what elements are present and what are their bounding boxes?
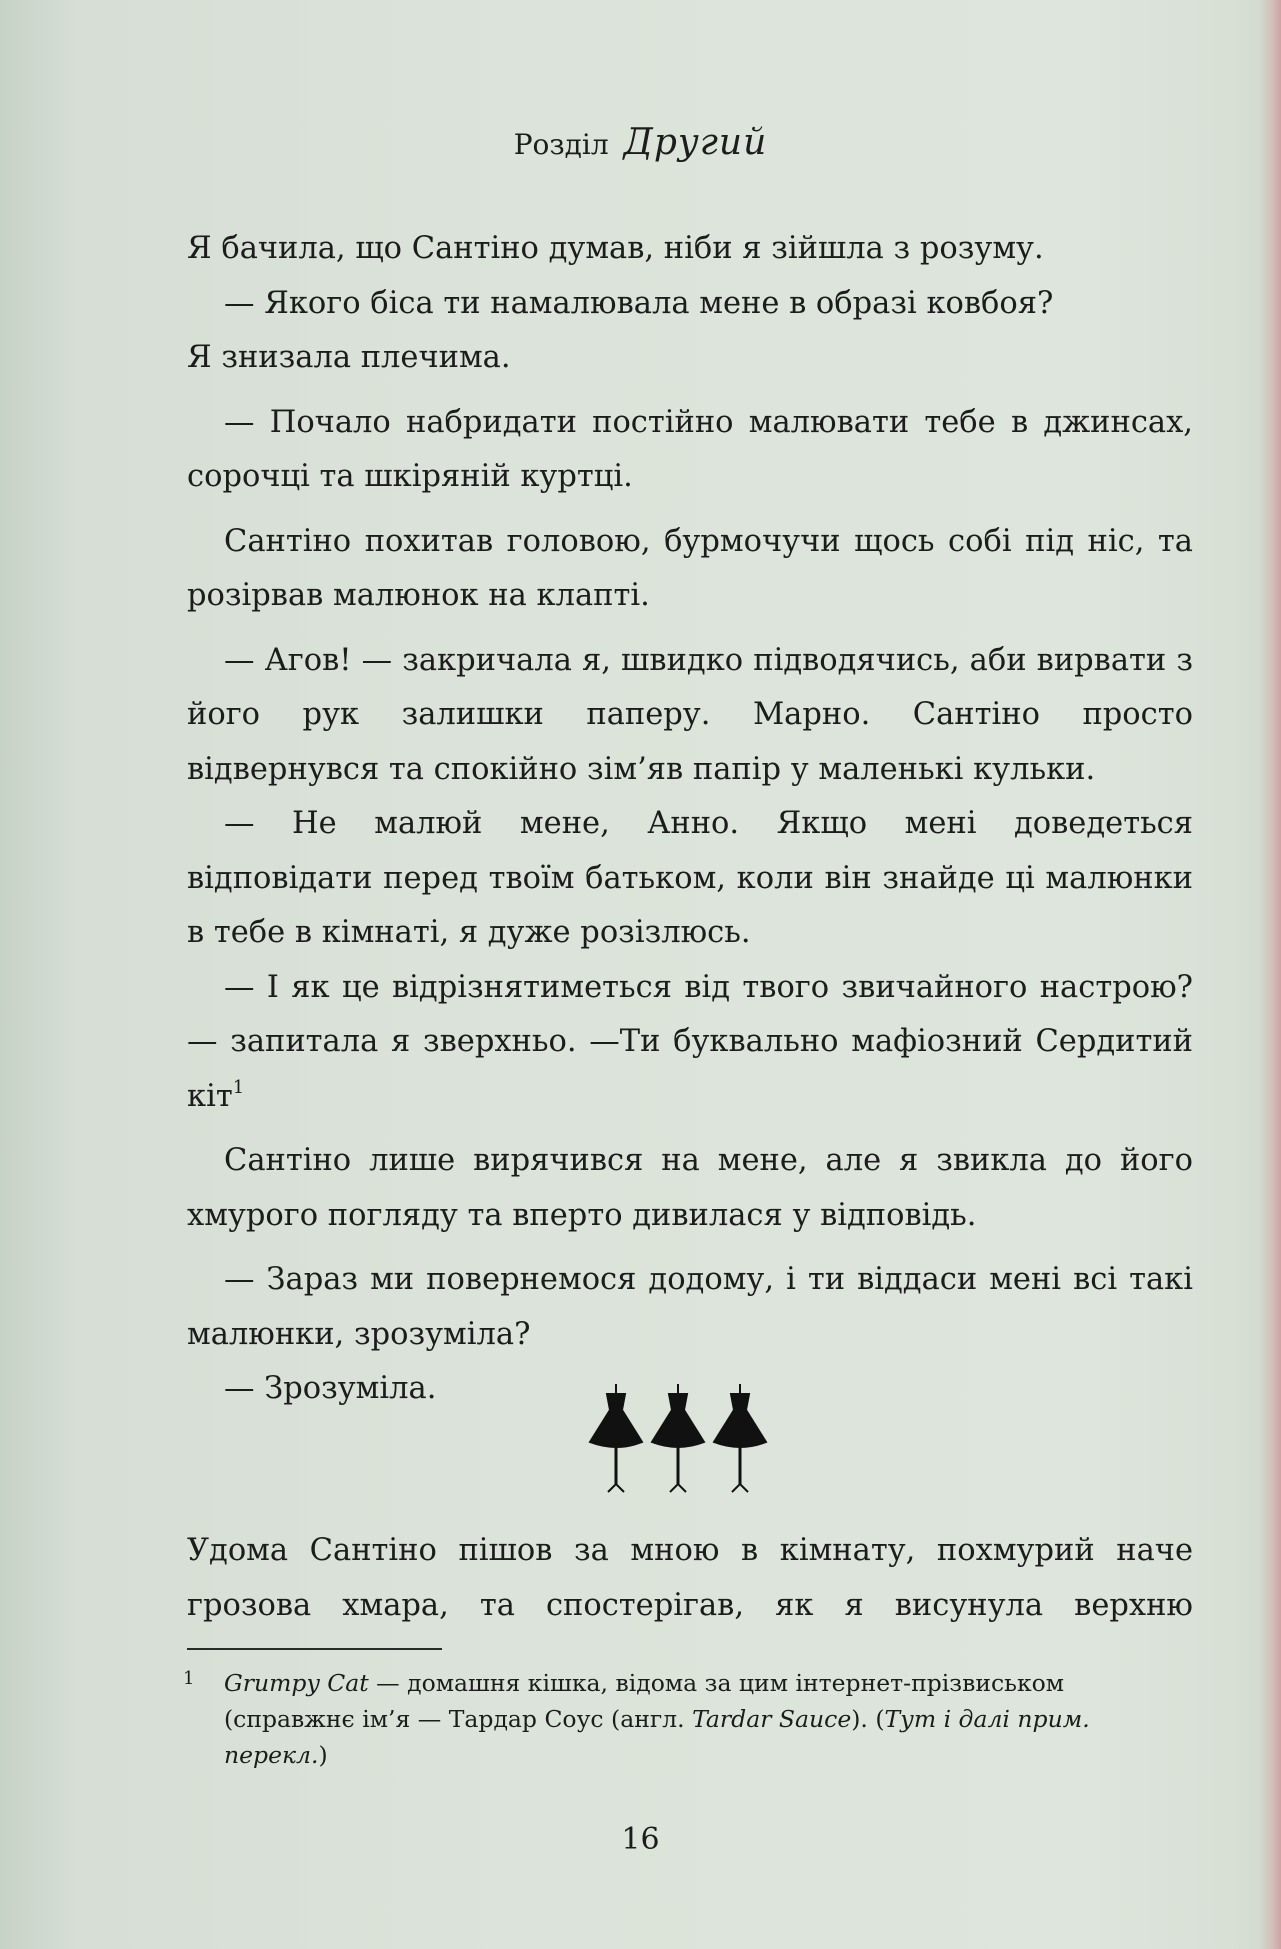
paragraph: Я бачила, що Сантіно думав, ніби я зійшла з розуму. (187, 231, 1044, 266)
body-text-continued (187, 1524, 1193, 1633)
footnote-note: Тут і далі прим. перекл. (224, 1705, 1090, 1769)
paragraph: — Зрозуміла. (224, 1371, 437, 1406)
paragraph: Я знизала плечима. (187, 340, 511, 375)
paragraph: — Почало набридати постійно малювати тебе в джинсах, сорочці та шкіряній куртці. (187, 404, 1193, 494)
paragraph (187, 961, 1193, 1125)
footnote-mark: 1 (183, 1668, 195, 1689)
footnote-text-part: — домашня кішка, відома за цим інтернет-прізвиськом (справжнє ім’я — Тардар Соус (англ. (224, 1669, 1065, 1733)
paragraph: Сантіно похитав головою, бурмочучи щось собі під ніс, та розірвав малюнок на клапті. (187, 523, 1193, 613)
paragraph: — Зараз ми повернемося додому, і ти віддаси мені всі такі малюнки, зрозуміла? (187, 1262, 1193, 1352)
paragraph-text: — І як це відрізнятиметься від твого звичайного настрою? — запитала я зверхньо. —Ти буквально мафіозний Сердитий кіт (187, 969, 1193, 1114)
paragraph: — Не малюй мене, Анно. Якщо мені доведеться відповідати перед твоїм батьком, коли він знайде ці малюнки в тебе в кімнаті, я дуже розізлюсь. (187, 806, 1193, 950)
dress-mannequins-icon (588, 1380, 768, 1500)
footnote-text-part: ) (318, 1741, 328, 1769)
footnote-term-2: Tardar Sauce (692, 1705, 852, 1733)
paragraph: — Агов! — закричала я, швидко підводячись, аби вирвати з його рук залишки паперу. Марно. Сантіно просто відвернувся та спокійно зім’яв папір у маленькі кульки. (187, 642, 1193, 787)
chapter-word: Розділ (513, 128, 609, 161)
footnote-text (187, 1665, 1193, 1773)
chapter-number: Другий (623, 122, 768, 163)
footnote (183, 1665, 1193, 1773)
page-number: 16 (621, 1822, 660, 1857)
page-edge (1259, 0, 1281, 1949)
footnote-divider (187, 1648, 442, 1650)
footnote-reference[interactable]: 1 (232, 1076, 245, 1098)
footnote-term: Grumpy Cat (224, 1669, 369, 1697)
running-head (0, 122, 1281, 163)
footnote-text-part: ). ( (851, 1705, 885, 1733)
body-text (187, 222, 1193, 1417)
paragraph: Сантіно лише вирячився на мене, але я звикла до його хмурого погляду та вперто дивилася у відповідь. (187, 1143, 1193, 1233)
paragraph: — Якого біса ти намалювала мене в образі ковбоя? (224, 285, 1054, 321)
paragraph: Удома Сантіно пішов за мною в кімнату, похмурий наче грозова хмара, та спостерігав, як я висунула верхню (187, 1533, 1193, 1623)
